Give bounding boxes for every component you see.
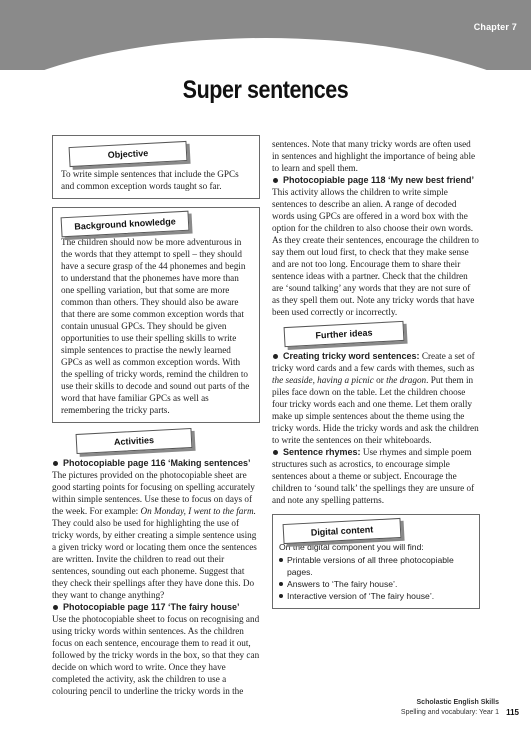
digital-item: Printable versions of all three photocopiable pages. xyxy=(279,554,473,578)
footer-series: Scholastic English Skills xyxy=(416,699,499,706)
objective-label: Objective xyxy=(69,141,188,167)
left-column xyxy=(52,135,260,697)
objective-box xyxy=(52,135,260,199)
activity-1-heading: Photocopiable page 116 ‘Making sentences’ xyxy=(52,457,260,469)
digital-item: Answers to ‘The fairy house’. xyxy=(279,578,473,590)
digital-content-label: Digital content xyxy=(283,518,402,544)
activity-2-heading: Photocopiable page 117 ‘The fairy house’ xyxy=(52,601,260,613)
activity-2-continued: sentences. Note that many tricky words are often used in sentences and highlight the importance of being able to learn and spell them. xyxy=(272,139,476,173)
further-ideas-label: Further ideas xyxy=(284,321,405,347)
background-box xyxy=(52,207,260,423)
right-column xyxy=(272,138,480,609)
digital-content-box xyxy=(272,514,480,609)
bullet-icon xyxy=(273,178,278,183)
page-footer xyxy=(400,698,519,718)
bullet-icon xyxy=(273,450,278,455)
chapter-label: Chapter 7 xyxy=(473,22,517,32)
bullet-icon xyxy=(53,605,58,610)
footer-book: Spelling and vocabulary: Year 1 xyxy=(400,709,499,716)
further-2-text: Sentence rhymes: Use rhymes and simple poem structures such as acrostics, to encourage simple sentences about a theme or subject. Encourage the children to ‘sound talk’ the spellings they are unsure of and note any spelling patterns. xyxy=(272,447,475,505)
digital-item: Interactive version of ‘The fairy house’. xyxy=(279,590,473,602)
activity-2-text: Use the photocopiable sheet to focus on recognising and using tricky words within sentences. As the children focus on each sentence, encourage them to read it out, followed by the tricky words in the box, so that they can decide on which word to write. Once they have completed the activity, ask the children to use a colouring pencil to underline the tricky words in the xyxy=(52,614,260,696)
background-text: The children should now be more adventurous in the words that they attempt to spell – they should have a secure grasp of the 44 phonemes and begin to understand that the phonemes have more than one spelling variation, but that some are more common than others. They should also be aware that there are some common exception words that contain unusual GPCs. They should be given opportunities to use their spelling skills to write simple sentences to practise the newly learned GPCs as well as common exception words. With the spelling of tricky words, remind the children to use their skills to decode and sound out parts of the word that have familiar GPCs as well as remembering the tricky parts. xyxy=(61,237,250,415)
activity-3-text: This activity allows the children to write simple sentences to describe an alien. A range of decoded words using GPCs are offered in a word box with the option for the children to also choose their own words. As they create their sentences, encourage the children to say them out loud first, to check that they make sense and are not too long. Encourage them to share their sentence ideas with a partner. Check that the children are ‘sound talking’ any words that they are not sure of as they spell them out. Note any tricky words that have been used correctly or incorrectly. xyxy=(272,187,479,317)
page-number: 115 xyxy=(506,708,519,717)
objective-text: To write simple sentences that include the GPCs and common exception words taught so far. xyxy=(61,169,239,191)
page-title: Super sentences xyxy=(182,76,349,104)
activity-3-heading: Photocopiable page 118 ‘My new best friend’ xyxy=(272,174,480,186)
bullet-icon xyxy=(53,461,58,466)
digital-intro: On the digital component you will find: xyxy=(279,542,424,552)
background-label: Background knowledge xyxy=(61,211,190,238)
further-1-text: Creating tricky word sentences: Create a set of tricky word cards and a few cards with themes, such as the seaside, having a picnic or the dragon. Put them in piles face down on the table. Let the children choose four tricky words each and one theme. Let them orally make up simple sentences about the theme using the tricky words. Hide the tricky words and ask the children to write the sentences on their whiteboards. xyxy=(272,351,479,445)
bullet-icon xyxy=(273,354,278,359)
activity-1-text: The pictures provided on the photocopiable sheet are good starting points for focusing on spelling accurately within simple sentences. Use these to focus on days of the week. For example: On Monday, I went to the farm. They could also be used for highlighting the use of tricky words, by either creating a simple sentence using a given tricky word or locating them once the sentences are written. Invite the children to read out their sentences, sounding out each phoneme. Suggest that they check their spellings after they have done this. Do they want to change anything? xyxy=(52,470,257,600)
activities-label: Activities xyxy=(76,428,193,454)
digital-list xyxy=(279,554,473,602)
